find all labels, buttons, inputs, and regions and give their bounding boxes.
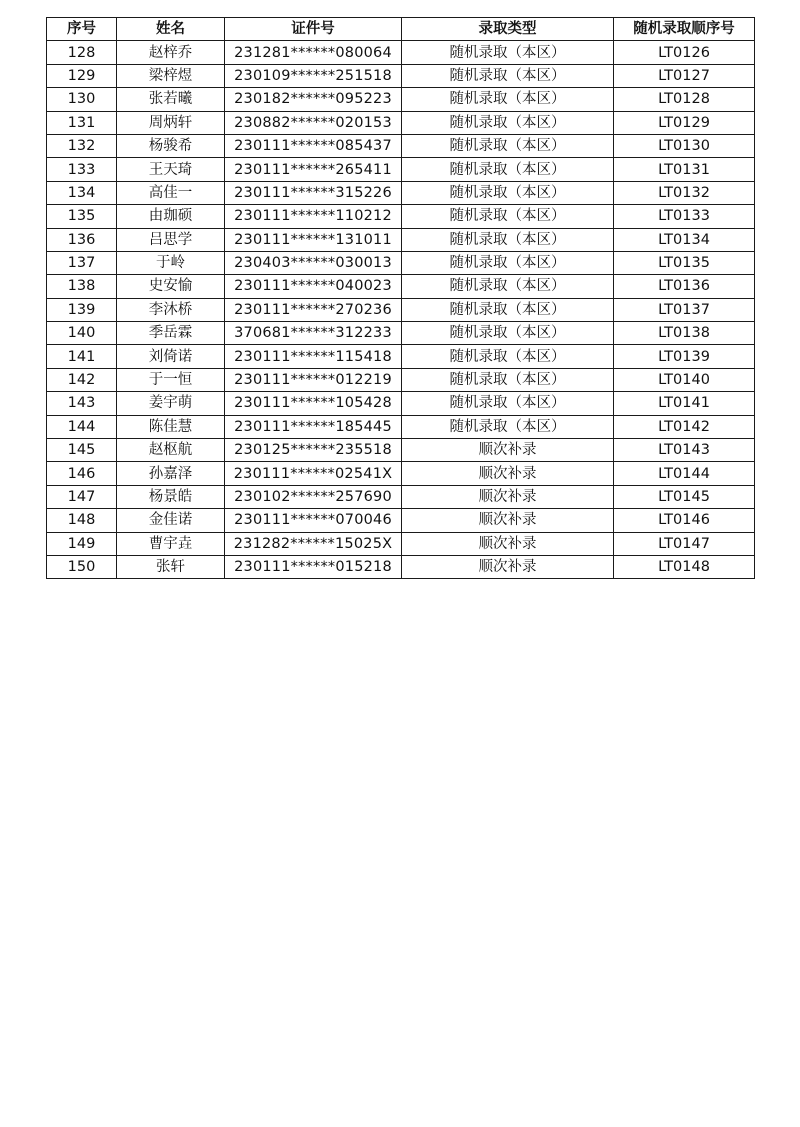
cell-seq: 129 [47,64,117,87]
cell-name: 由珈硕 [117,205,225,228]
cell-id-number: 230882******020153 [225,111,402,134]
cell-id-number: 230111******040023 [225,275,402,298]
cell-name: 金佳诺 [117,509,225,532]
cell-seq: 128 [47,41,117,64]
cell-seq: 134 [47,181,117,204]
cell-admission-type: 随机录取（本区） [402,275,614,298]
cell-name: 孙嘉泽 [117,462,225,485]
cell-id-number: 231282******15025X [225,532,402,555]
table-row [47,345,755,368]
cell-admission-type: 随机录取（本区） [402,111,614,134]
cell-seq: 150 [47,555,117,578]
cell-admission-type: 随机录取（本区） [402,134,614,157]
cell-admission-type: 随机录取（本区） [402,41,614,64]
cell-admission-type: 随机录取（本区） [402,345,614,368]
table-row [47,415,755,438]
table-row [47,64,755,87]
table-body [47,41,755,579]
cell-id-number: 230111******105428 [225,392,402,415]
cell-name: 姜宇萌 [117,392,225,415]
table-row [47,41,755,64]
table-row [47,509,755,532]
cell-id-number: 230125******235518 [225,439,402,462]
cell-seq: 148 [47,509,117,532]
cell-admission-type: 顺次补录 [402,555,614,578]
cell-id-number: 230111******085437 [225,134,402,157]
cell-name: 曹宇垚 [117,532,225,555]
cell-random-order: LT0146 [614,509,755,532]
cell-seq: 139 [47,298,117,321]
cell-seq: 138 [47,275,117,298]
cell-seq: 136 [47,228,117,251]
cell-random-order: LT0134 [614,228,755,251]
cell-admission-type: 随机录取（本区） [402,368,614,391]
cell-seq: 140 [47,322,117,345]
cell-admission-type: 随机录取（本区） [402,415,614,438]
cell-id-number: 230111******270236 [225,298,402,321]
cell-seq: 137 [47,251,117,274]
cell-admission-type: 顺次补录 [402,439,614,462]
cell-id-number: 230111******012219 [225,368,402,391]
table-row [47,462,755,485]
table-row [47,439,755,462]
cell-seq: 135 [47,205,117,228]
cell-name: 赵梓乔 [117,41,225,64]
cell-seq: 143 [47,392,117,415]
cell-seq: 149 [47,532,117,555]
cell-id-number: 230111******015218 [225,555,402,578]
cell-random-order: LT0135 [614,251,755,274]
cell-name: 刘倚诺 [117,345,225,368]
cell-random-order: LT0136 [614,275,755,298]
table-row [47,322,755,345]
cell-admission-type: 随机录取（本区） [402,158,614,181]
cell-seq: 130 [47,88,117,111]
cell-name: 高佳一 [117,181,225,204]
cell-seq: 145 [47,439,117,462]
cell-name: 李沐桥 [117,298,225,321]
cell-admission-type: 顺次补录 [402,462,614,485]
cell-random-order: LT0131 [614,158,755,181]
header-id-number: 证件号 [225,18,402,41]
cell-name: 史安愉 [117,275,225,298]
admission-table [46,17,755,579]
table-row [47,392,755,415]
cell-name: 周炳轩 [117,111,225,134]
cell-admission-type: 随机录取（本区） [402,228,614,251]
cell-random-order: LT0141 [614,392,755,415]
cell-id-number: 230111******110212 [225,205,402,228]
cell-id-number: 370681******312233 [225,322,402,345]
cell-name: 张若曦 [117,88,225,111]
cell-seq: 142 [47,368,117,391]
cell-random-order: LT0126 [614,41,755,64]
cell-random-order: LT0130 [614,134,755,157]
roster-sheet [46,17,755,579]
cell-random-order: LT0127 [614,64,755,87]
cell-random-order: LT0132 [614,181,755,204]
cell-name: 吕思学 [117,228,225,251]
cell-name: 于岭 [117,251,225,274]
cell-random-order: LT0137 [614,298,755,321]
cell-id-number: 230109******251518 [225,64,402,87]
cell-seq: 147 [47,485,117,508]
cell-id-number: 230111******115418 [225,345,402,368]
table-row [47,205,755,228]
table-row [47,181,755,204]
cell-random-order: LT0138 [614,322,755,345]
cell-random-order: LT0148 [614,555,755,578]
cell-name: 陈佳慧 [117,415,225,438]
cell-name: 梁梓煜 [117,64,225,87]
cell-admission-type: 顺次补录 [402,509,614,532]
cell-random-order: LT0128 [614,88,755,111]
cell-admission-type: 随机录取（本区） [402,205,614,228]
cell-name: 赵枢航 [117,439,225,462]
cell-random-order: LT0142 [614,415,755,438]
cell-id-number: 231281******080064 [225,41,402,64]
cell-id-number: 230111******070046 [225,509,402,532]
cell-admission-type: 顺次补录 [402,485,614,508]
cell-name: 杨骏希 [117,134,225,157]
table-row [47,298,755,321]
header-name: 姓名 [117,18,225,41]
table-row [47,228,755,251]
cell-id-number: 230111******265411 [225,158,402,181]
table-row [47,532,755,555]
cell-id-number: 230403******030013 [225,251,402,274]
cell-random-order: LT0140 [614,368,755,391]
cell-id-number: 230111******315226 [225,181,402,204]
cell-admission-type: 随机录取（本区） [402,64,614,87]
cell-id-number: 230111******131011 [225,228,402,251]
cell-random-order: LT0147 [614,532,755,555]
cell-seq: 146 [47,462,117,485]
header-random-order: 随机录取顺序号 [614,18,755,41]
table-row [47,485,755,508]
cell-admission-type: 随机录取（本区） [402,88,614,111]
table-row [47,555,755,578]
header-seq: 序号 [47,18,117,41]
cell-name: 杨景皓 [117,485,225,508]
cell-random-order: LT0133 [614,205,755,228]
cell-random-order: LT0145 [614,485,755,508]
cell-admission-type: 随机录取（本区） [402,181,614,204]
cell-id-number: 230111******02541X [225,462,402,485]
cell-seq: 141 [47,345,117,368]
table-row [47,158,755,181]
cell-admission-type: 顺次补录 [402,532,614,555]
cell-admission-type: 随机录取（本区） [402,322,614,345]
table-row [47,251,755,274]
cell-name: 于一恒 [117,368,225,391]
cell-seq: 131 [47,111,117,134]
cell-seq: 144 [47,415,117,438]
cell-id-number: 230111******185445 [225,415,402,438]
cell-random-order: LT0144 [614,462,755,485]
cell-random-order: LT0143 [614,439,755,462]
cell-name: 张轩 [117,555,225,578]
header-row [47,18,755,41]
cell-random-order: LT0129 [614,111,755,134]
cell-id-number: 230102******257690 [225,485,402,508]
cell-name: 王天琦 [117,158,225,181]
cell-admission-type: 随机录取（本区） [402,298,614,321]
table-row [47,275,755,298]
table-row [47,111,755,134]
cell-random-order: LT0139 [614,345,755,368]
cell-admission-type: 随机录取（本区） [402,251,614,274]
cell-id-number: 230182******095223 [225,88,402,111]
table-row [47,88,755,111]
cell-admission-type: 随机录取（本区） [402,392,614,415]
table-row [47,134,755,157]
cell-seq: 132 [47,134,117,157]
header-admission-type: 录取类型 [402,18,614,41]
cell-seq: 133 [47,158,117,181]
table-row [47,368,755,391]
cell-name: 季岳霖 [117,322,225,345]
